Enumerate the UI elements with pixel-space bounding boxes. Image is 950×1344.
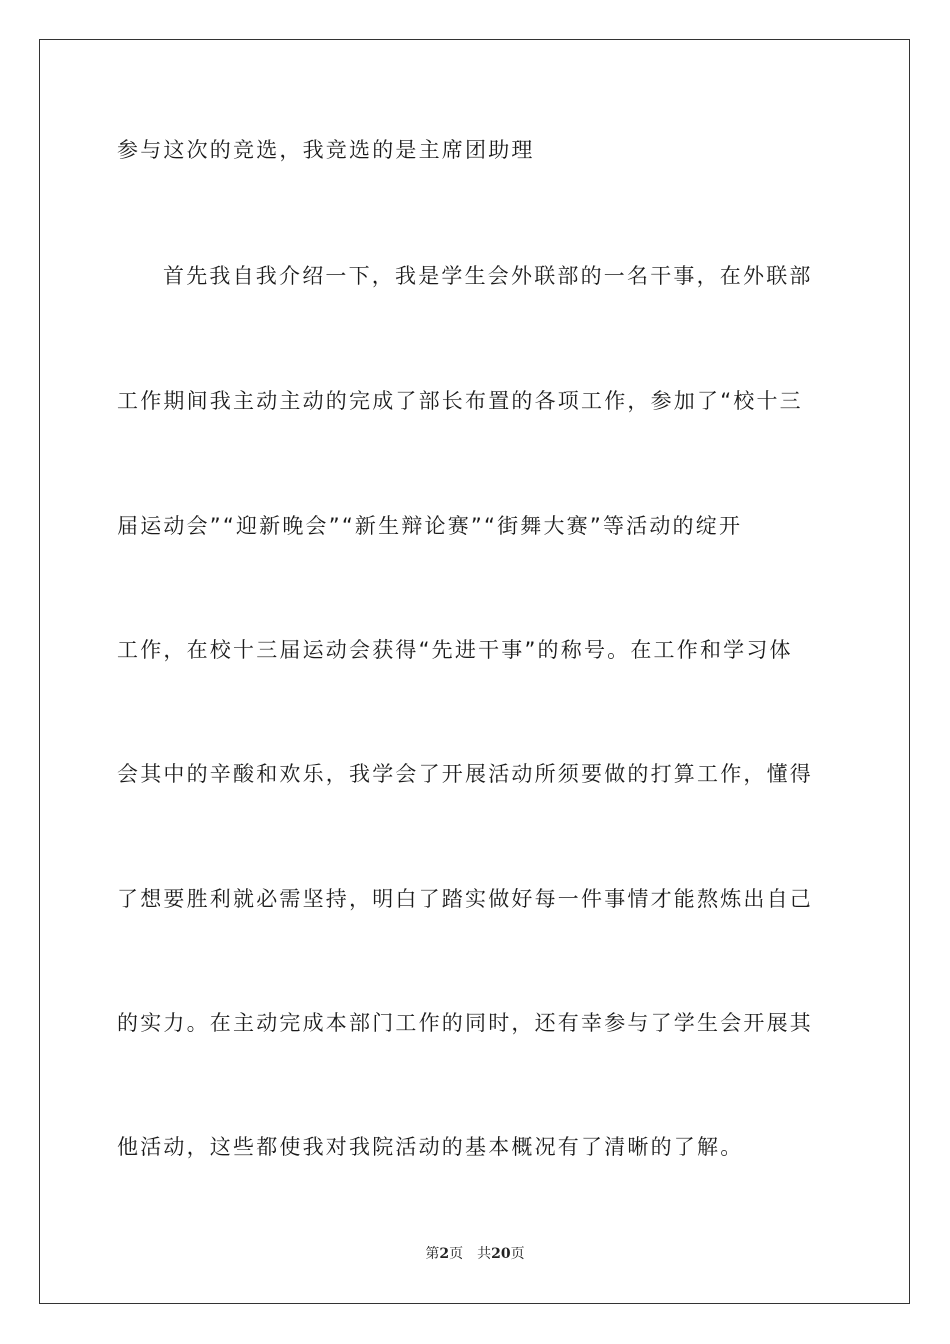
total-prefix: 共 bbox=[477, 1246, 492, 1262]
page-footer bbox=[0, 1243, 950, 1263]
text-line-1: 参与这次的竞选，我竞选的是主席团助理 bbox=[117, 138, 535, 162]
text-line-3: 工作期间我主动主动的完成了部长布置的各项工作，参加了“校十三 bbox=[117, 389, 803, 413]
page-number: 2 bbox=[439, 1246, 450, 1262]
total-pages: 20 bbox=[491, 1246, 511, 1262]
total-unit: 页 bbox=[510, 1246, 525, 1262]
text-line-8: 的实力。在主动完成本部门工作的同时，还有幸参与了学生会开展其 bbox=[117, 1011, 813, 1035]
page-unit: 页 bbox=[449, 1246, 464, 1262]
text-line-9: 他活动，这些都使我对我院活动的基本概况有了清晰的了解。 bbox=[117, 1135, 744, 1159]
page-prefix: 第 bbox=[425, 1246, 440, 1262]
text-line-5: 工作，在校十三届运动会获得“先进干事”的称号。在工作和学习体 bbox=[117, 638, 793, 662]
page-border bbox=[39, 39, 910, 1304]
paragraph-start-line: 首先我自我介绍一下，我是学生会外联部的一名干事，在外联部 bbox=[163, 264, 813, 288]
text-line-6: 会其中的辛酸和欢乐，我学会了开展活动所须要做的打算工作，懂得 bbox=[117, 762, 813, 786]
text-line-4: 届运动会”“迎新晚会”“新生辩论赛”“街舞大赛”等活动的绽开 bbox=[117, 514, 743, 538]
text-line-7: 了想要胜利就必需坚持，明白了踏实做好每一件事情才能熬炼出自己 bbox=[117, 887, 813, 911]
